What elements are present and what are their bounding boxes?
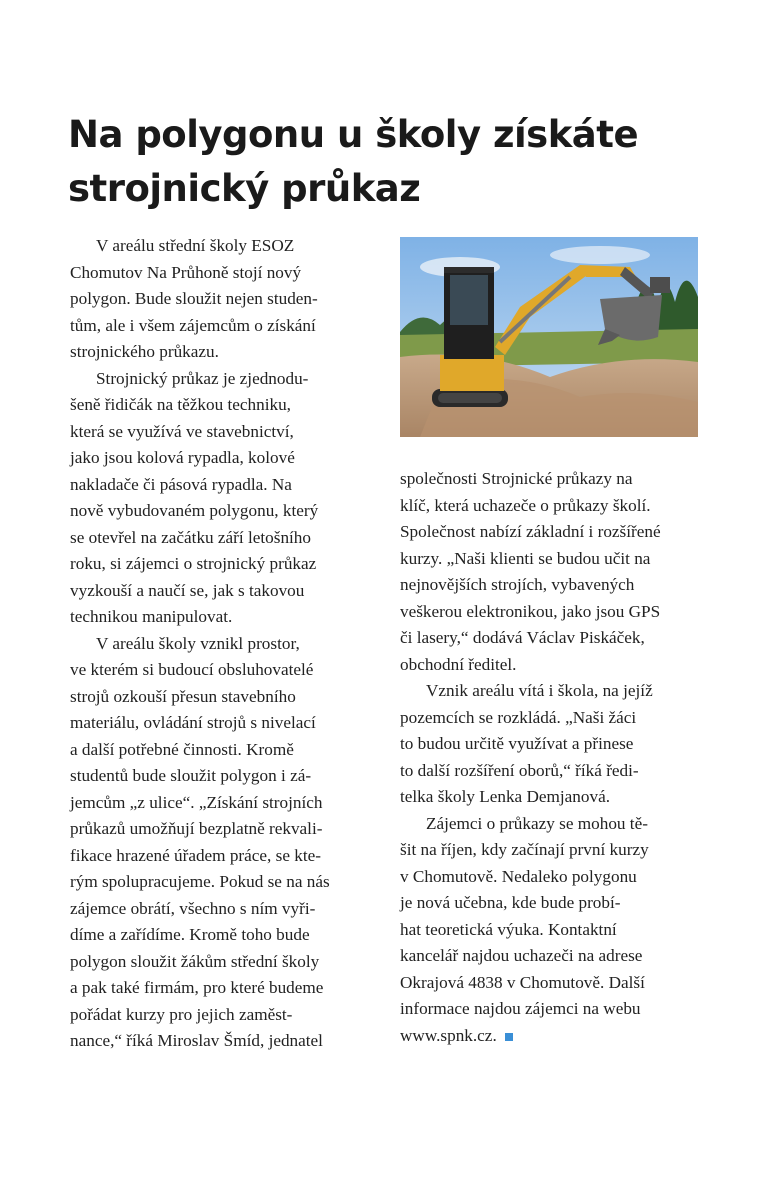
body-text: polygon. Bude sloužit nejen studen- (70, 289, 318, 308)
body-text-line (70, 260, 380, 287)
body-text: šit na říjen, kdy začínají první kurzy (400, 840, 649, 859)
body-text-line (70, 366, 380, 393)
body-text-line (70, 392, 380, 419)
body-text: nakladače či pásová rypadla. Na (70, 474, 292, 494)
body-text: průkazů umožňují bezplatně rekvali- (70, 819, 323, 838)
body-text-line (70, 1028, 380, 1055)
body-text-line (400, 996, 720, 1023)
body-text-line (70, 498, 380, 525)
body-text: kurzy. „Naši klienti se budou učit na (400, 548, 651, 568)
body-text-line (70, 631, 380, 658)
body-text-line (70, 1002, 380, 1029)
body-text-line (70, 710, 380, 737)
body-text-line (70, 737, 380, 764)
body-text-line (70, 816, 380, 843)
body-text-line (400, 890, 720, 917)
body-text-line (70, 975, 380, 1002)
body-text: Strojnický průkaz je zjednodu- (96, 368, 309, 388)
body-text: společnosti Strojnické průkazy na (400, 469, 633, 488)
body-text: strojů ozkouší přesun stavebního (70, 686, 296, 706)
body-text: či lasery,“ dodává Václav Piskáček, (400, 628, 645, 647)
body-text-line (70, 578, 380, 605)
body-text: hat teoretická výuka. Kontaktní (400, 919, 617, 939)
body-text: roku, si zájemci o strojnický průkaz (70, 554, 317, 573)
body-text: vyzkouší a naučí se, jak s takovou (70, 580, 305, 600)
body-text-line (400, 864, 720, 891)
body-text: Vznik areálu vítá i škola, na jejíž (426, 681, 653, 700)
excavator-photo (400, 237, 698, 437)
body-text: materiálu, ovládání strojů s nivelací (70, 713, 316, 732)
body-text: zájemce obrátí, všechno s ním vyři- (70, 898, 316, 918)
body-text: to budou určitě využívat a přinese (400, 734, 634, 753)
body-text: se otevřel na začátku září letošního (70, 527, 311, 547)
body-text-line (400, 625, 720, 652)
body-text: studentů bude sloužit polygon i zá- (70, 766, 312, 785)
body-text: V areálu střední školy ESOZ (96, 236, 295, 255)
body-text-line (400, 705, 720, 732)
body-text-line (70, 551, 380, 578)
body-text-line (400, 731, 720, 758)
body-text: jemcům „z ulice“. „Získání strojních (70, 792, 323, 812)
body-text-line (400, 970, 720, 997)
body-text-line (400, 546, 720, 573)
body-text-line (70, 604, 380, 631)
body-text-line (400, 652, 720, 679)
body-text-line (400, 1023, 720, 1050)
body-text-line (400, 943, 720, 970)
body-text-line (70, 286, 380, 313)
body-text: informace najdou zájemci na webu (400, 999, 641, 1018)
body-text-line (400, 519, 720, 546)
body-text-line (400, 572, 720, 599)
body-text-line (70, 339, 380, 366)
body-text: v Chomutově. Nedaleko polygonu (400, 866, 637, 886)
body-text-line (400, 917, 720, 944)
body-text: rým spolupracujeme. Pokud se na nás (70, 872, 330, 891)
body-text-line (400, 758, 720, 785)
body-text: která se využívá ve stavebnictví, (70, 421, 294, 441)
body-text: Chomutov Na Průhoně stojí nový (70, 262, 302, 282)
body-text: strojnického průkazu. (70, 342, 219, 361)
body-text-line (70, 684, 380, 711)
body-text: a další potřebné činnosti. Kromě (70, 739, 294, 759)
body-text-line (70, 313, 380, 340)
body-text-line (400, 466, 720, 493)
headline-line: strojnický průkaz (68, 167, 421, 210)
body-text-line (70, 657, 380, 684)
body-text-line (70, 922, 380, 949)
body-text-line (70, 790, 380, 817)
body-text: tům, ale i všem zájemcům o získání (70, 315, 316, 335)
article-headline (68, 108, 708, 216)
body-text: ve kterém si budoucí obsluhovatelé (70, 660, 314, 679)
body-text-line (70, 763, 380, 790)
body-text-line (70, 233, 380, 260)
body-text-line (400, 678, 720, 705)
body-text: V areálu školy vznikl prostor, (96, 633, 300, 653)
body-text: veškerou elektronikou, jako jsou GPS (400, 601, 661, 621)
body-text-line (70, 419, 380, 446)
body-text-line (70, 843, 380, 870)
body-text: pozemcích se rozkládá. „Naši žáci (400, 707, 637, 727)
body-text: polygon sloužit žákům střední školy (70, 951, 320, 971)
body-text: telka školy Lenka Demjanová. (400, 787, 611, 806)
body-text-line (70, 472, 380, 499)
body-text: fikace hrazené úřadem práce, se kte- (70, 845, 321, 865)
body-text: šeně řidičák na těžkou techniku, (70, 395, 291, 414)
body-text: nejnovějších strojích, vybavených (400, 575, 635, 594)
right-column (400, 466, 720, 1049)
body-text-line (400, 811, 720, 838)
article-end-mark (505, 1033, 513, 1041)
body-text: Společnost nabízí základní i rozšířené (400, 522, 661, 541)
body-text: Zájemci o průkazy se mohou tě- (426, 813, 648, 833)
body-text-line (400, 784, 720, 811)
body-text-line (70, 525, 380, 552)
headline-line: Na polygonu u školy získáte (68, 113, 639, 156)
left-column (70, 233, 380, 1055)
body-text: Okrajová 4838 v Chomutově. Další (400, 972, 645, 992)
body-text: díme a zařídíme. Kromě toho bude (70, 925, 310, 944)
body-text-line (70, 445, 380, 472)
body-text: je nová učebna, kde bude probí- (400, 893, 621, 912)
body-text-line (400, 599, 720, 626)
body-text: technikou manipulovat. (70, 607, 233, 626)
body-text-line (70, 896, 380, 923)
body-text: jako jsou kolová rypadla, kolové (70, 448, 295, 467)
body-text: klíč, která uchazeče o průkazy školí. (400, 495, 651, 515)
body-text: to další rozšíření oborů,“ říká ředi- (400, 760, 639, 780)
body-text: kancelář najdou uchazeči na adrese (400, 946, 643, 965)
body-text-line (400, 493, 720, 520)
body-text-line (400, 837, 720, 864)
body-text: nově vybudovaném polygonu, který (70, 501, 319, 520)
body-text: nance,“ říká Miroslav Šmíd, jednatel (70, 1031, 323, 1050)
body-text: a pak také firmám, pro které budeme (70, 978, 324, 997)
body-text-line (70, 949, 380, 976)
body-text: www.spnk.cz. (400, 1025, 497, 1045)
body-text: pořádat kurzy pro jejich zaměst- (70, 1004, 293, 1024)
body-text-line (70, 869, 380, 896)
body-text: obchodní ředitel. (400, 654, 517, 674)
